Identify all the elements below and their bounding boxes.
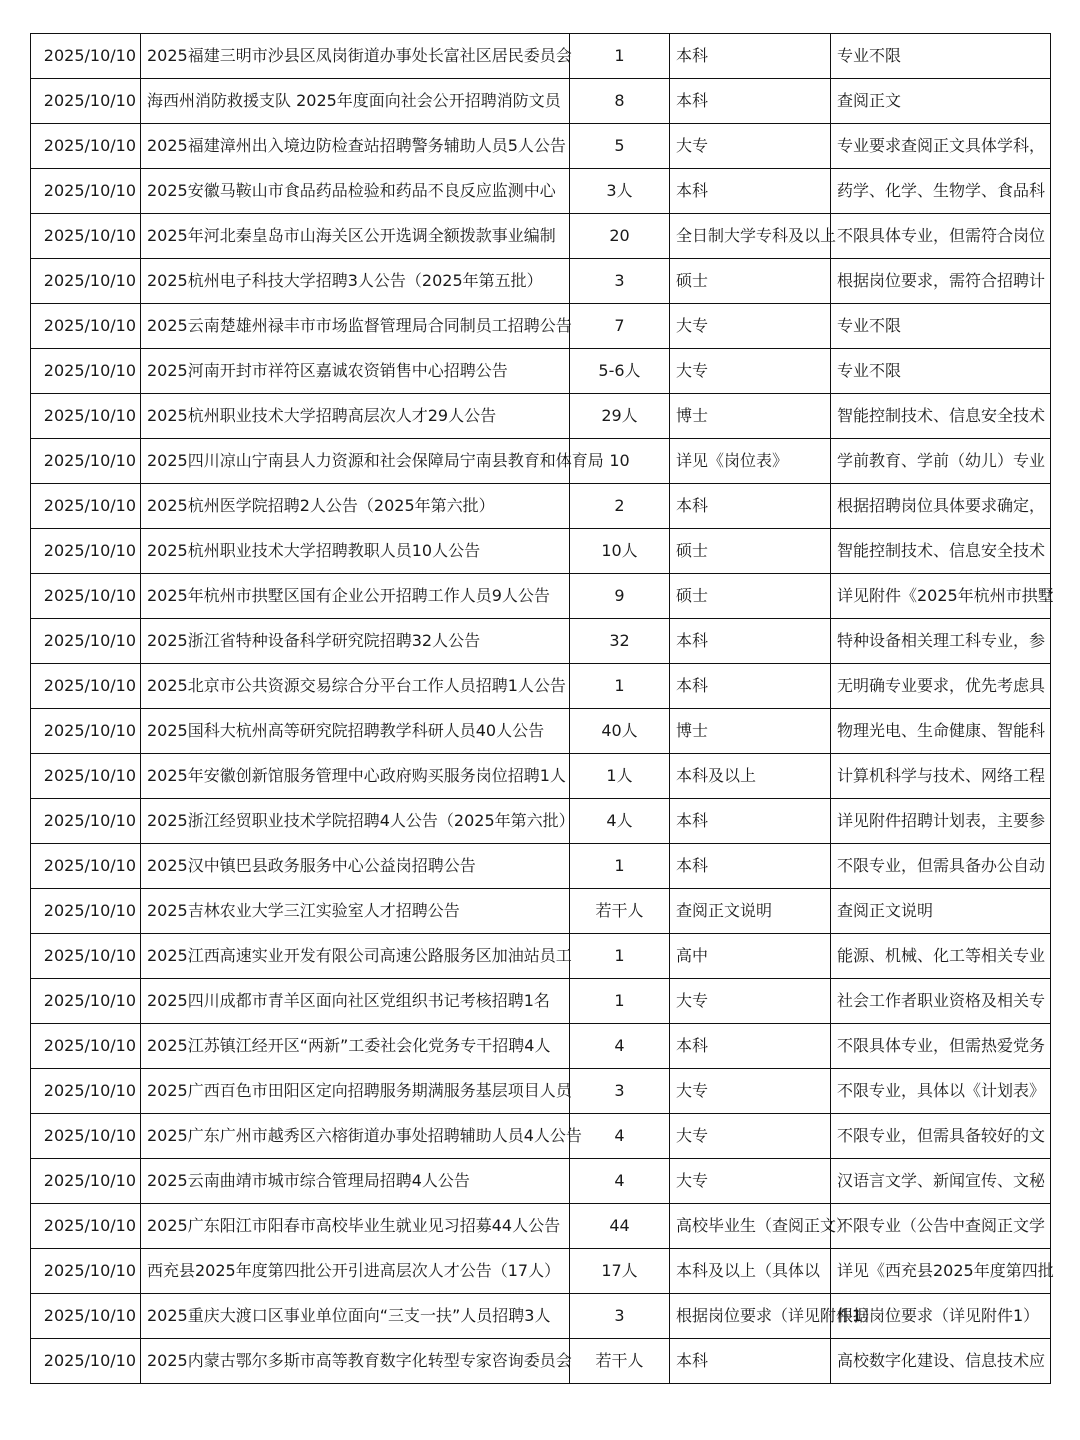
- count-cell: 8: [570, 79, 670, 124]
- major-cell: 查阅正文: [831, 79, 1051, 124]
- major-cell: 专业不限: [831, 349, 1051, 394]
- job-listing-table: [30, 33, 1054, 1384]
- date-cell: 2025/10/10: [31, 754, 141, 799]
- table-row: [31, 529, 1051, 574]
- major-cell: 药学、化学、生物学、食品科: [831, 169, 1051, 214]
- education-cell: 查阅正文说明: [670, 889, 831, 934]
- major-cell: 详见附件招聘计划表，主要参: [831, 799, 1051, 844]
- education-cell: 大专: [670, 124, 831, 169]
- title-cell: 2025年河北秦皇岛市山海关区公开选调全额拨款事业编制: [141, 214, 570, 259]
- major-cell: 专业要求查阅正文具体学科，: [831, 124, 1051, 169]
- title-cell: 海西州消防救援支队 2025年度面向社会公开招聘消防文员: [141, 79, 570, 124]
- count-cell: 17人: [570, 1249, 670, 1294]
- date-cell: 2025/10/10: [31, 214, 141, 259]
- table-row: [31, 1204, 1051, 1249]
- date-cell: 2025/10/10: [31, 574, 141, 619]
- title-cell: 2025江苏镇江经开区“两新”工委社会化党务专干招聘4人: [141, 1024, 570, 1069]
- major-cell: 查阅正文说明: [831, 889, 1051, 934]
- count-cell: 5-6人: [570, 349, 670, 394]
- education-cell: 本科: [670, 34, 831, 79]
- education-cell: 本科: [670, 844, 831, 889]
- title-cell: 2025浙江经贸职业技术学院招聘4人公告（2025年第六批）: [141, 799, 570, 844]
- table-row: [31, 1159, 1051, 1204]
- table-row: [31, 934, 1051, 979]
- education-cell: 本科: [670, 169, 831, 214]
- title-cell: 2025福建三明市沙县区凤岗街道办事处长富社区居民委员会: [141, 34, 570, 79]
- title-cell: 2025年安徽创新馆服务管理中心政府购买服务岗位招聘1人: [141, 754, 570, 799]
- date-cell: 2025/10/10: [31, 34, 141, 79]
- title-cell: 2025重庆大渡口区事业单位面向“三支一扶”人员招聘3人: [141, 1294, 570, 1339]
- count-cell: 3: [570, 1069, 670, 1114]
- count-cell: 20: [570, 214, 670, 259]
- count-cell: 29人: [570, 394, 670, 439]
- major-cell: 不限专业，具体以《计划表》: [831, 1069, 1051, 1114]
- title-cell: 西充县2025年度第四批公开引进高层次人才公告（17人）: [141, 1249, 570, 1294]
- education-cell: 大专: [670, 1069, 831, 1114]
- major-cell: 社会工作者职业资格及相关专: [831, 979, 1051, 1024]
- date-cell: 2025/10/10: [31, 1339, 141, 1384]
- title-cell: 2025云南曲靖市城市综合管理局招聘4人公告: [141, 1159, 570, 1204]
- education-cell: 全日制大学专科及以上: [670, 214, 831, 259]
- major-cell: 特种设备相关理工科专业，参: [831, 619, 1051, 664]
- education-cell: 本科: [670, 484, 831, 529]
- education-cell: 高中: [670, 934, 831, 979]
- count-cell: 10人: [570, 529, 670, 574]
- table-row: [31, 394, 1051, 439]
- major-cell: 详见附件《2025年杭州市拱墅: [831, 574, 1051, 619]
- table-row: [31, 439, 1051, 484]
- count-cell: 10: [570, 439, 670, 484]
- count-cell: 44: [570, 1204, 670, 1249]
- education-cell: 硕士: [670, 574, 831, 619]
- date-cell: 2025/10/10: [31, 259, 141, 304]
- major-cell: 根据岗位要求，需符合招聘计: [831, 259, 1051, 304]
- count-cell: 2: [570, 484, 670, 529]
- table-row: [31, 214, 1051, 259]
- title-cell: 2025福建漳州出入境边防检查站招聘警务辅助人员5人公告: [141, 124, 570, 169]
- date-cell: 2025/10/10: [31, 844, 141, 889]
- education-cell: 本科及以上（具体以: [670, 1249, 831, 1294]
- date-cell: 2025/10/10: [31, 1069, 141, 1114]
- table-row: [31, 799, 1051, 844]
- title-cell: 2025四川成都市青羊区面向社区党组织书记考核招聘1名: [141, 979, 570, 1024]
- title-cell: 2025汉中镇巴县政务服务中心公益岗招聘公告: [141, 844, 570, 889]
- education-cell: 本科: [670, 79, 831, 124]
- major-cell: 不限专业，但需具备办公自动: [831, 844, 1051, 889]
- title-cell: 2025云南楚雄州禄丰市市场监督管理局合同制员工招聘公告: [141, 304, 570, 349]
- date-cell: 2025/10/10: [31, 1114, 141, 1159]
- date-cell: 2025/10/10: [31, 934, 141, 979]
- major-cell: 能源、机械、化工等相关专业: [831, 934, 1051, 979]
- date-cell: 2025/10/10: [31, 1024, 141, 1069]
- education-cell: 大专: [670, 304, 831, 349]
- table-body: [31, 34, 1054, 1384]
- count-cell: 3人: [570, 169, 670, 214]
- count-cell: 1: [570, 979, 670, 1024]
- education-cell: 本科: [670, 1024, 831, 1069]
- title-cell: 2025国科大杭州高等研究院招聘教学科研人员40人公告: [141, 709, 570, 754]
- date-cell: 2025/10/10: [31, 664, 141, 709]
- title-cell: 2025年杭州市拱墅区国有企业公开招聘工作人员9人公告: [141, 574, 570, 619]
- major-cell: 无明确专业要求，优先考虑具: [831, 664, 1051, 709]
- table-row: [31, 979, 1051, 1024]
- date-cell: 2025/10/10: [31, 889, 141, 934]
- table-row: [31, 889, 1051, 934]
- date-cell: 2025/10/10: [31, 619, 141, 664]
- count-cell: 3: [570, 259, 670, 304]
- table-row: [31, 844, 1051, 889]
- date-cell: 2025/10/10: [31, 529, 141, 574]
- count-cell: 32: [570, 619, 670, 664]
- major-cell: 计算机科学与技术、网络工程: [831, 754, 1051, 799]
- table-row: [31, 1024, 1051, 1069]
- title-cell: 2025安徽马鞍山市食品药品检验和药品不良反应监测中心: [141, 169, 570, 214]
- date-cell: 2025/10/10: [31, 124, 141, 169]
- table-row: [31, 1114, 1051, 1159]
- date-cell: 2025/10/10: [31, 394, 141, 439]
- education-cell: 根据岗位要求（详见附件1）: [670, 1294, 831, 1339]
- title-cell: 2025杭州医学院招聘2人公告（2025年第六批）: [141, 484, 570, 529]
- table-row: [31, 124, 1051, 169]
- date-cell: 2025/10/10: [31, 1294, 141, 1339]
- title-cell: 2025吉林农业大学三江实验室人才招聘公告: [141, 889, 570, 934]
- date-cell: 2025/10/10: [31, 1204, 141, 1249]
- major-cell: 不限具体专业，但需热爱党务: [831, 1024, 1051, 1069]
- table-row: [31, 619, 1051, 664]
- major-cell: 不限具体专业，但需符合岗位: [831, 214, 1051, 259]
- table-row: [31, 709, 1051, 754]
- table-row: [31, 754, 1051, 799]
- count-cell: 1: [570, 844, 670, 889]
- count-cell: 1: [570, 664, 670, 709]
- date-cell: 2025/10/10: [31, 79, 141, 124]
- major-cell: 不限专业（公告中查阅正文学: [831, 1204, 1051, 1249]
- education-cell: 硕士: [670, 529, 831, 574]
- count-cell: 1人: [570, 754, 670, 799]
- title-cell: 2025北京市公共资源交易综合分平台工作人员招聘1人公告: [141, 664, 570, 709]
- table-row: [31, 484, 1051, 529]
- count-cell: 7: [570, 304, 670, 349]
- major-cell: 高校数字化建设、信息技术应: [831, 1339, 1051, 1384]
- table-row: [31, 304, 1051, 349]
- title-cell: 2025广西百色市田阳区定向招聘服务期满服务基层项目人员: [141, 1069, 570, 1114]
- title-cell: 2025广东广州市越秀区六榕街道办事处招聘辅助人员4人公告: [141, 1114, 570, 1159]
- major-cell: 专业不限: [831, 34, 1051, 79]
- count-cell: 4人: [570, 799, 670, 844]
- education-cell: 大专: [670, 979, 831, 1024]
- date-cell: 2025/10/10: [31, 349, 141, 394]
- count-cell: 5: [570, 124, 670, 169]
- table-row: [31, 349, 1051, 394]
- date-cell: 2025/10/10: [31, 709, 141, 754]
- date-cell: 2025/10/10: [31, 169, 141, 214]
- title-cell: 2025杭州职业技术大学招聘高层次人才29人公告: [141, 394, 570, 439]
- table-row: [31, 169, 1051, 214]
- date-cell: 2025/10/10: [31, 304, 141, 349]
- education-cell: 本科及以上: [670, 754, 831, 799]
- date-cell: 2025/10/10: [31, 439, 141, 484]
- count-cell: 若干人: [570, 889, 670, 934]
- date-cell: 2025/10/10: [31, 979, 141, 1024]
- title-cell: 2025浙江省特种设备科学研究院招聘32人公告: [141, 619, 570, 664]
- major-cell: 物理光电、生命健康、智能科: [831, 709, 1051, 754]
- count-cell: 9: [570, 574, 670, 619]
- title-cell: 2025杭州电子科技大学招聘3人公告（2025年第五批）: [141, 259, 570, 304]
- count-cell: 4: [570, 1159, 670, 1204]
- count-cell: 40人: [570, 709, 670, 754]
- education-cell: 大专: [670, 1114, 831, 1159]
- education-cell: 本科: [670, 799, 831, 844]
- education-cell: 硕士: [670, 259, 831, 304]
- table-row: [31, 1294, 1051, 1339]
- table-row: [31, 34, 1051, 79]
- count-cell: 4: [570, 1114, 670, 1159]
- education-cell: 高校毕业生（查阅正文）: [670, 1204, 831, 1249]
- count-cell: 1: [570, 934, 670, 979]
- education-cell: 大专: [670, 1159, 831, 1204]
- count-cell: 1: [570, 34, 670, 79]
- major-cell: 智能控制技术、信息安全技术: [831, 529, 1051, 574]
- education-cell: 本科: [670, 619, 831, 664]
- date-cell: 2025/10/10: [31, 1249, 141, 1294]
- table-row: [31, 79, 1051, 124]
- count-cell: 3: [570, 1294, 670, 1339]
- major-cell: 学前教育、学前（幼儿）专业: [831, 439, 1051, 484]
- major-cell: 根据招聘岗位具体要求确定，: [831, 484, 1051, 529]
- major-cell: 详见《西充县2025年度第四批: [831, 1249, 1051, 1294]
- major-cell: 根据岗位要求（详见附件1）: [831, 1294, 1051, 1339]
- date-cell: 2025/10/10: [31, 1159, 141, 1204]
- count-cell: 4: [570, 1024, 670, 1069]
- title-cell: 2025河南开封市祥符区嘉诚农资销售中心招聘公告: [141, 349, 570, 394]
- major-cell: 汉语言文学、新闻宣传、文秘: [831, 1159, 1051, 1204]
- major-cell: 专业不限: [831, 304, 1051, 349]
- title-cell: 2025内蒙古鄂尔多斯市高等教育数字化转型专家咨询委员会: [141, 1339, 570, 1384]
- table-row: [31, 259, 1051, 304]
- title-cell: 2025四川凉山宁南县人力资源和社会保障局宁南县教育和体育局: [141, 439, 570, 484]
- education-cell: 博士: [670, 394, 831, 439]
- table-row: [31, 1249, 1051, 1294]
- education-cell: 博士: [670, 709, 831, 754]
- education-cell: 本科: [670, 1339, 831, 1384]
- major-cell: 不限专业，但需具备较好的文: [831, 1114, 1051, 1159]
- major-cell: 智能控制技术、信息安全技术: [831, 394, 1051, 439]
- title-cell: 2025广东阳江市阳春市高校毕业生就业见习招募44人公告: [141, 1204, 570, 1249]
- education-cell: 详见《岗位表》: [670, 439, 831, 484]
- education-cell: 本科: [670, 664, 831, 709]
- table-row: [31, 574, 1051, 619]
- count-cell: 若干人: [570, 1339, 670, 1384]
- table-row: [31, 1069, 1051, 1114]
- title-cell: 2025江西高速实业开发有限公司高速公路服务区加油站员工: [141, 934, 570, 979]
- table-row: [31, 664, 1051, 709]
- education-cell: 大专: [670, 349, 831, 394]
- title-cell: 2025杭州职业技术大学招聘教职人员10人公告: [141, 529, 570, 574]
- date-cell: 2025/10/10: [31, 799, 141, 844]
- table-row: [31, 1339, 1051, 1384]
- date-cell: 2025/10/10: [31, 484, 141, 529]
